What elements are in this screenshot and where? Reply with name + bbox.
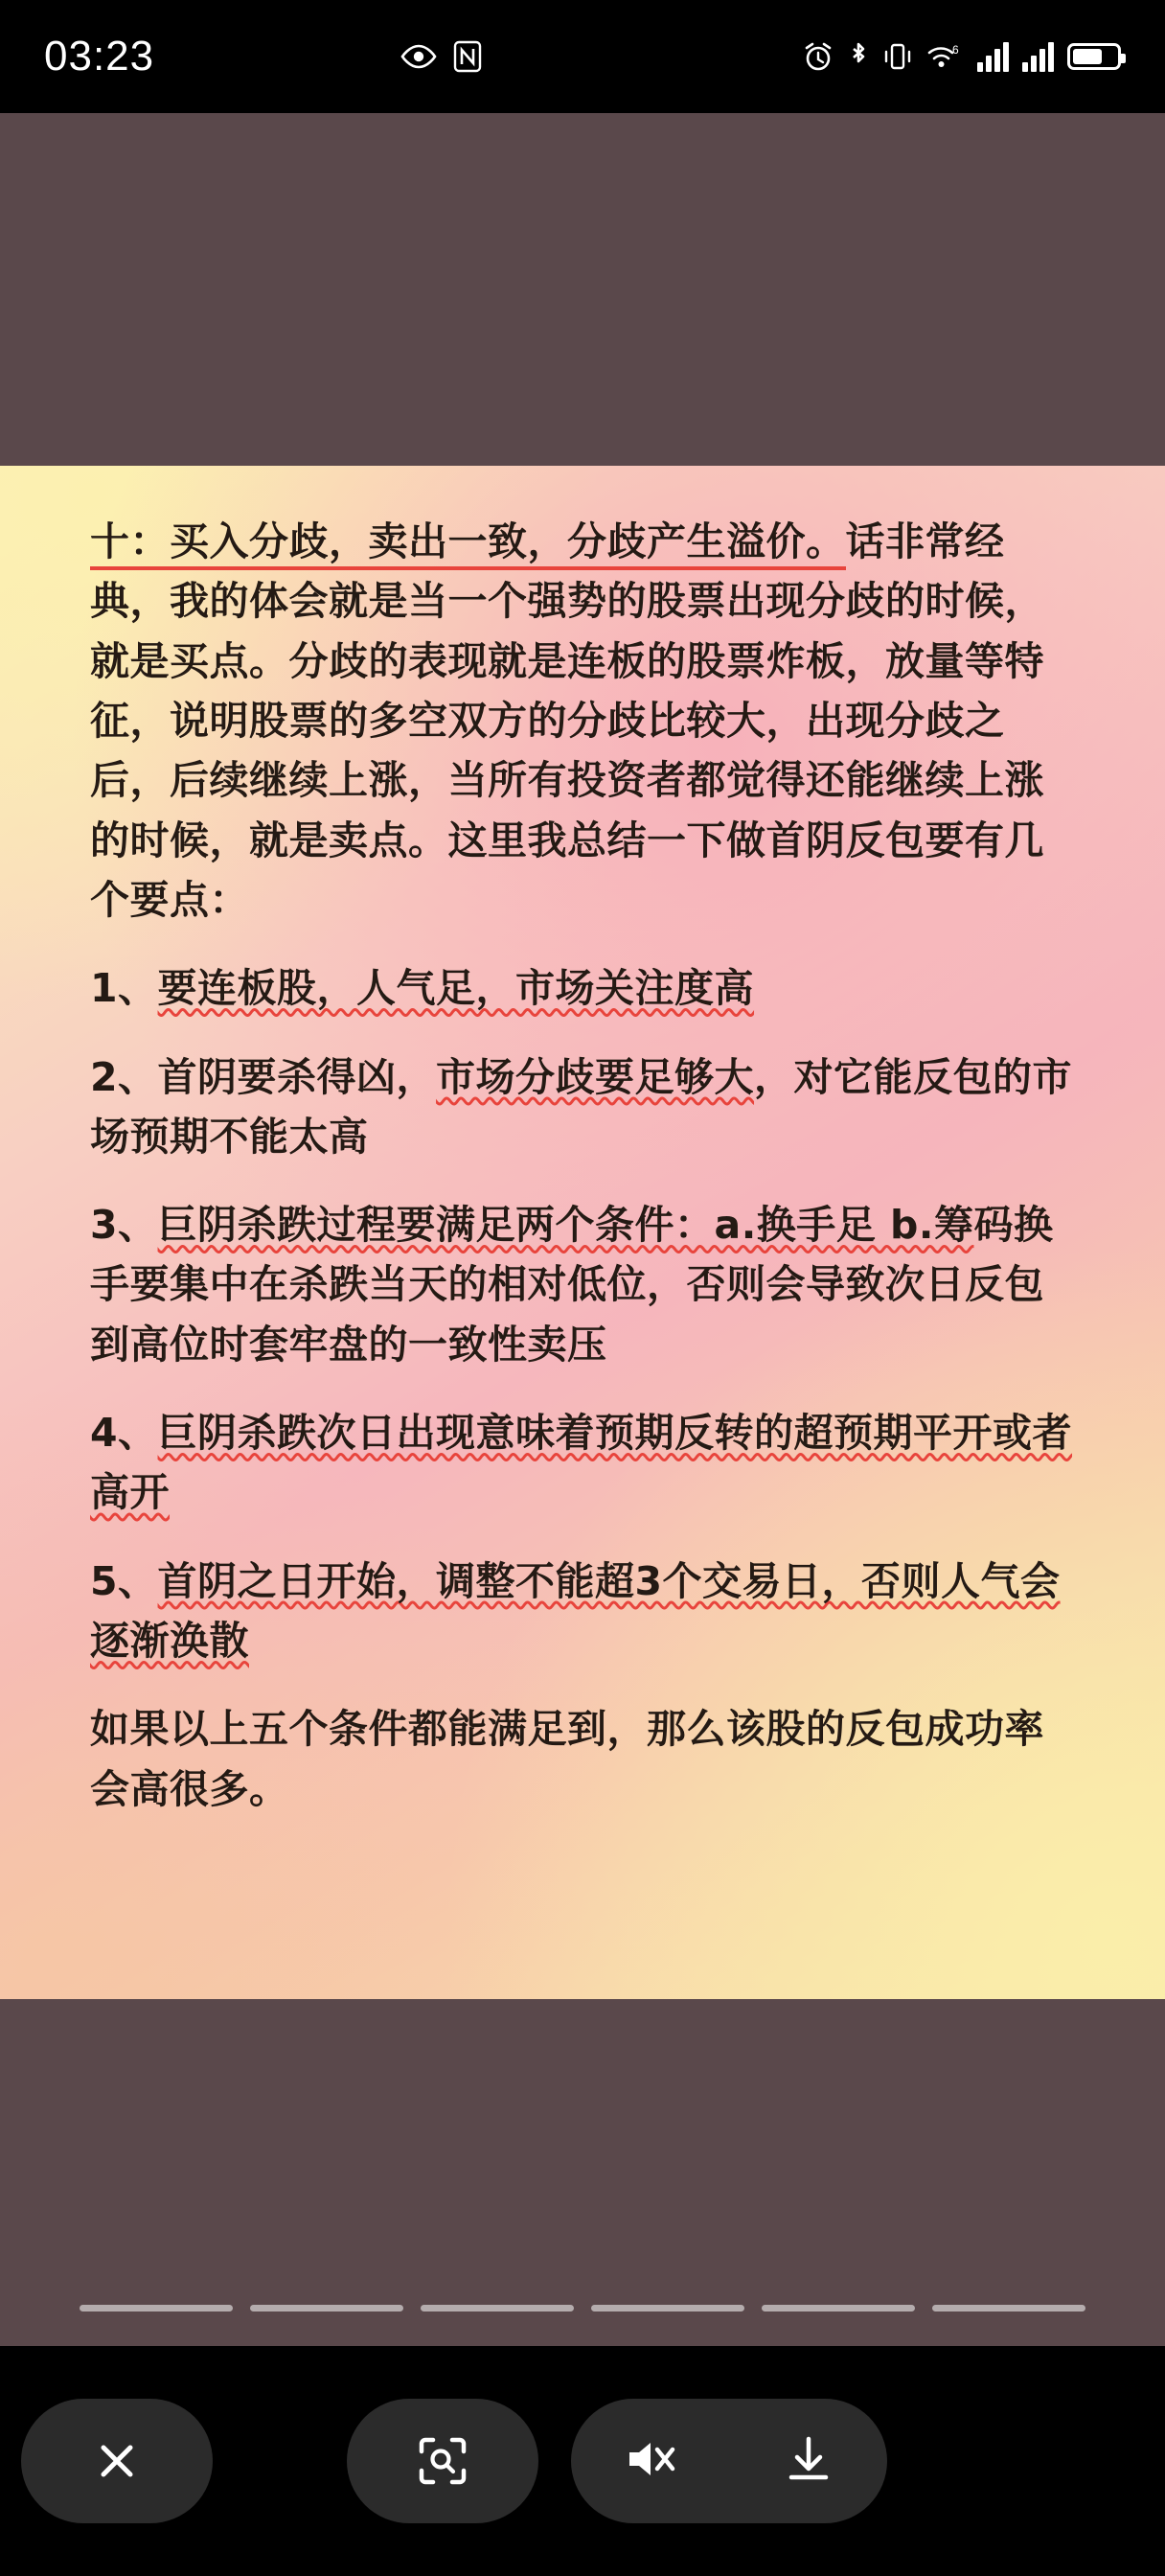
- item-5-underlined: 首阴之日开始，调整不能超3个交易日，否则人气会逐渐涣散: [90, 1557, 1061, 1664]
- page-dot[interactable]: [932, 2305, 1085, 2312]
- page-dot[interactable]: [762, 2305, 915, 2312]
- eye-icon: [400, 43, 438, 70]
- download-button[interactable]: [729, 2399, 887, 2523]
- paragraph-intro: [90, 512, 1079, 930]
- status-center-icons: [400, 40, 482, 73]
- item-3-lead: 巨阴杀跌过程要满足两个条件：a.换手足 b.筹: [157, 1202, 974, 1249]
- vibrate-icon: [883, 41, 912, 72]
- bluetooth-icon: [847, 40, 870, 73]
- page-indicator: [0, 2305, 1165, 2312]
- scan-button[interactable]: [347, 2399, 538, 2523]
- status-clock: 03:23: [44, 33, 155, 80]
- alarm-icon: [803, 41, 834, 72]
- paragraph-item-2: [90, 1047, 1079, 1167]
- item-5-prefix: 5、: [90, 1557, 158, 1604]
- image-scan-icon[interactable]: [347, 2399, 538, 2523]
- wifi-6-icon: [925, 41, 964, 72]
- page-dot[interactable]: [421, 2305, 574, 2312]
- intro-rest: 话非常经典，我的体会就是当一个强势的股票出现分歧的时候，就是买点。分歧的表现就是连板的股票炸板，放量等特征，说明股票的多空双方的分歧比较大，出现分歧之后，后续继续上涨，当所有投资者都觉得还能继续上涨的时候，就是卖点。这里我总结一下做首阴反包要有几个要点：: [90, 518, 1044, 923]
- signal-bars-icon-sim2: [1022, 41, 1054, 72]
- item-2-lead: 首阴要杀得凶，: [157, 1053, 437, 1100]
- paragraph-conclusion: 如果以上五个条件都能满足到，那么该股的反包成功率会高很多。: [90, 1706, 1044, 1812]
- download-icon[interactable]: [783, 2432, 834, 2491]
- item-4-underlined: 巨阴杀跌次日出现意味着预期反转的超预期平开或者高开: [90, 1410, 1073, 1516]
- photo-image[interactable]: [0, 466, 1165, 1999]
- item-2-rest: ，对它能反包的市场预期不能太高: [90, 1053, 1073, 1160]
- close-button[interactable]: [21, 2399, 213, 2523]
- paragraph-item-1: [90, 958, 1079, 1018]
- status-bar: [0, 0, 1165, 113]
- intro-underlined-phrase: 十：买入分歧，卖出一致，分歧产生溢价。: [90, 518, 846, 570]
- paragraph-item-4: [90, 1403, 1079, 1523]
- signal-bars-icon-sim1: [977, 41, 1009, 72]
- page-dot[interactable]: [80, 2305, 233, 2312]
- paragraph-item-5: [90, 1552, 1079, 1671]
- photo-text-content: [0, 466, 1165, 1848]
- toolbar-right-group: [571, 2399, 887, 2523]
- close-icon[interactable]: [21, 2399, 213, 2523]
- image-viewer[interactable]: [0, 113, 1165, 2346]
- page-dot[interactable]: [591, 2305, 744, 2312]
- item-4-prefix: 4、: [90, 1410, 158, 1457]
- battery-icon: [1067, 43, 1121, 70]
- mute-button[interactable]: [571, 2399, 729, 2523]
- item-1-prefix: 1、: [90, 965, 158, 1012]
- paragraph-item-3: [90, 1195, 1079, 1374]
- item-2-prefix: 2、: [90, 1053, 158, 1100]
- item-2-underlined: 市场分歧要足够大: [436, 1053, 755, 1100]
- svg-text:6: 6: [951, 43, 959, 57]
- item-1-underlined: 要连板股，人气足，市场关注度高: [157, 965, 755, 1012]
- bottom-toolbar: [0, 2346, 1165, 2576]
- item-3-prefix: 3、: [90, 1202, 158, 1249]
- item-3-rest: 码换手要集中在杀跌当天的相对低位，否则会导致次日反包到高位时套牢盘的一致性卖压: [90, 1202, 1054, 1368]
- speaker-mute-icon[interactable]: [622, 2432, 679, 2491]
- page-dot[interactable]: [250, 2305, 403, 2312]
- status-right-icons: [803, 40, 1121, 73]
- nfc-icon: [453, 40, 482, 73]
